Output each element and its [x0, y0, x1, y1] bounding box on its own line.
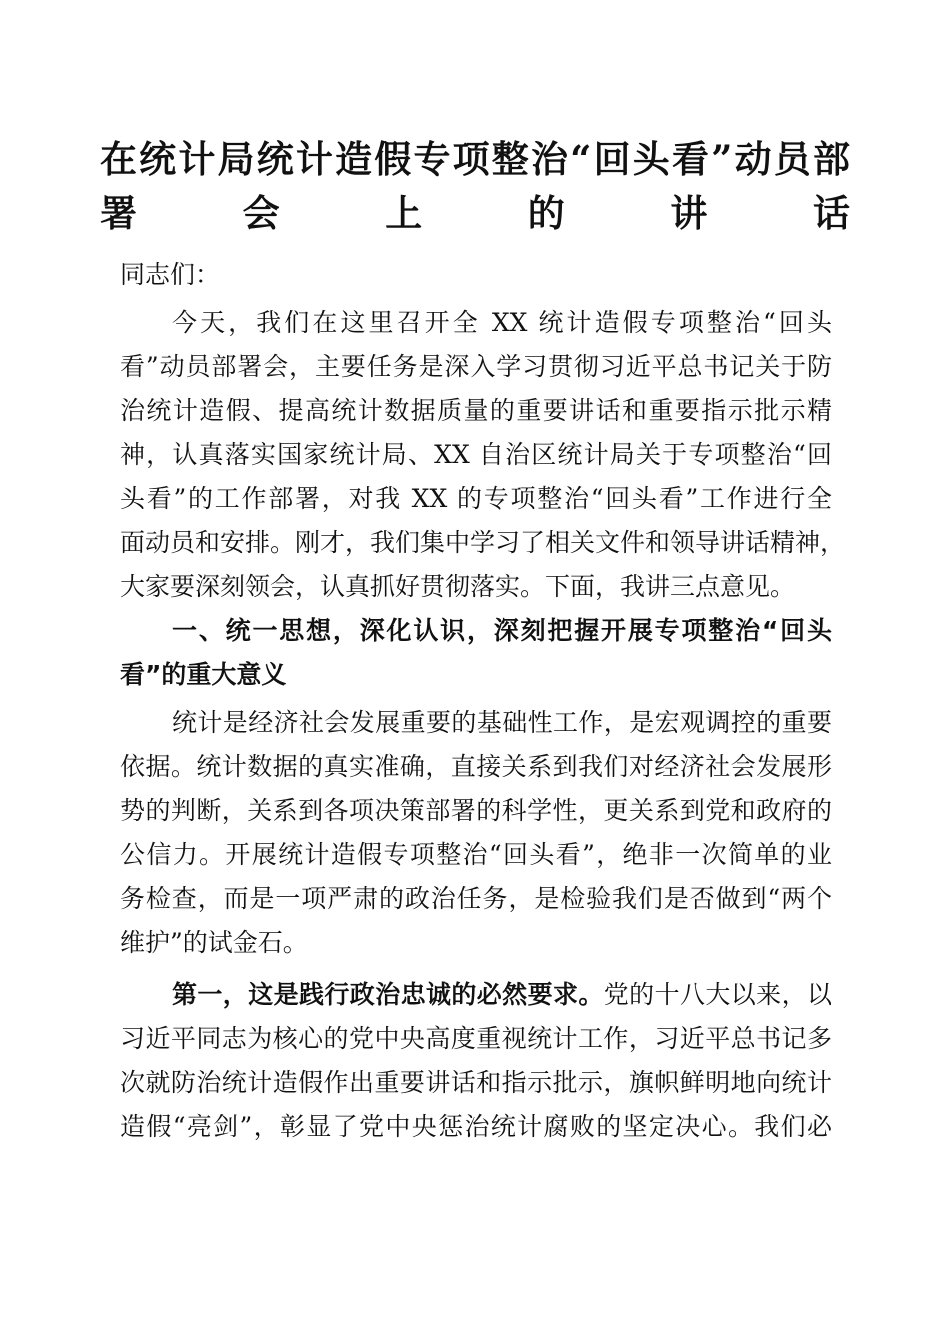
- paragraph-line: [120, 973, 832, 1017]
- greeting-text: 同志们：: [120, 260, 221, 289]
- section-heading-1: [120, 609, 832, 697]
- paragraph-line: 维护”的试金石。: [120, 928, 308, 957]
- greeting: [120, 253, 832, 297]
- document-title: [100, 132, 850, 240]
- paragraph-first-point: [120, 973, 832, 1149]
- runin-heading: 第一，这是践行政治忠诚的必然要求。: [172, 980, 604, 1009]
- paragraph-line: 依据。统计数据的真实准确，直接关系到我们对经济社会发展形: [120, 752, 832, 781]
- heading-line: 一、统一思想，深化认识，深刻把握开展专项整治“回头: [172, 616, 832, 645]
- paragraph-line: 治统计造假、提高统计数据质量的重要讲话和重要指示批示精: [120, 396, 832, 425]
- paragraph-line: 造假“亮剑”，彰显了党中央惩治统计腐败的坚定决心。我们必: [120, 1112, 832, 1141]
- paragraph-significance: [120, 701, 832, 965]
- heading-line: 看”的重大意义: [120, 660, 287, 689]
- paragraph-line-rest: 党的十八大以来，以: [603, 980, 832, 1009]
- paragraph-line: 头看”的工作部署，对我 XX 的专项整治“回头看”工作进行全: [120, 484, 832, 513]
- paragraph-line: 面动员和安排。刚才，我们集中学习了相关文件和领导讲话精神，: [120, 528, 846, 557]
- paragraph-line: 今天，我们在这里召开全 XX 统计造假专项整治“回头: [172, 308, 832, 337]
- document-body: [120, 253, 846, 1149]
- paragraph-line: 看”动员部署会，主要任务是深入学习贯彻习近平总书记关于防: [120, 352, 832, 381]
- title-line: 署会上的讲话: [100, 191, 850, 235]
- title-line: 在统计局统计造假专项整治“回头看”动员部: [100, 137, 850, 181]
- paragraph-line: 神，认真落实国家统计局、XX 自治区统计局关于专项整治“回: [120, 440, 832, 469]
- paragraph-line: 大家要深刻领会，认真抓好贯彻落实。下面，我讲三点意见。: [120, 572, 796, 601]
- paragraph-line: 习近平同志为核心的党中央高度重视统计工作，习近平总书记多: [120, 1024, 832, 1053]
- paragraph-line: 统计是经济社会发展重要的基础性工作，是宏观调控的重要: [172, 708, 832, 737]
- paragraph-line: 务检查，而是一项严肃的政治任务，是检验我们是否做到“两个: [120, 884, 832, 913]
- paragraph-line: 势的判断，关系到各项决策部署的科学性，更关系到党和政府的: [120, 796, 832, 825]
- paragraph-line: 公信力。开展统计造假专项整治“回头看”，绝非一次简单的业: [120, 840, 832, 869]
- paragraph-line: 次就防治统计造假作出重要讲话和指示批示，旗帜鲜明地向统计: [120, 1068, 832, 1097]
- paragraph-intro: [120, 301, 846, 609]
